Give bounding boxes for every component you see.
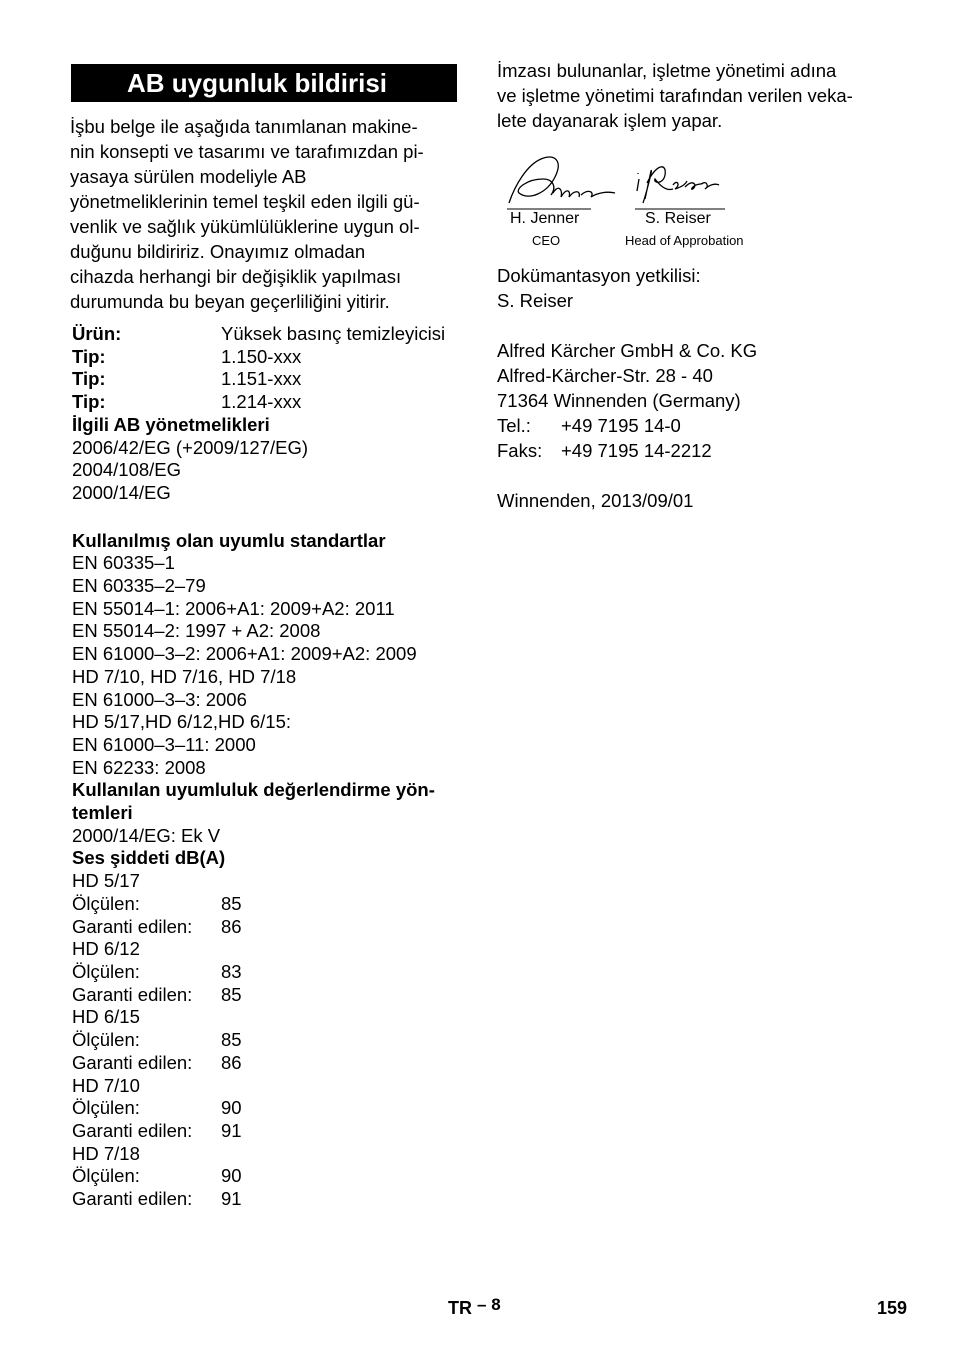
sound-guaranteed-row (72, 1120, 472, 1143)
company-street: Alfred-Kärcher-Str. 28 - 40 (497, 365, 713, 386)
intro-paragraph (70, 114, 462, 314)
signer-name: S. Reiser (645, 210, 711, 227)
type-row (72, 346, 472, 369)
product-row (72, 323, 472, 346)
standard-item: EN 61000–3–2: 2006+A1: 2009+A2: 2009 (72, 643, 417, 665)
guaranteed-value: 85 (221, 983, 242, 1005)
directives-heading: İlgili AB yönetmelikleri (72, 413, 270, 435)
phone-label: Tel.: (497, 415, 531, 436)
page-number: 159 (877, 1298, 908, 1318)
type-label: Tip: (72, 368, 106, 390)
type-value: 1.150-xxx (221, 345, 302, 367)
standard-item: EN 61000–3–11: 2000 (72, 733, 256, 755)
sound-heading: Ses şiddeti dB(A) (72, 847, 226, 869)
measured-value: 90 (221, 1097, 242, 1119)
type-label: Tip: (72, 391, 106, 413)
fax-row (497, 438, 917, 463)
fax-label: Faks: (497, 440, 543, 461)
standard-item: HD 5/17,HD 6/12,HD 6/15: (72, 711, 292, 733)
reiser-signature-stroke (637, 167, 719, 203)
sound-guaranteed-row (72, 916, 472, 939)
phone-value: +49 7195 14-0 (561, 415, 681, 436)
page-title: AB uygunluk bildirisi (71, 64, 457, 102)
footer-lang: TR (448, 1298, 472, 1318)
footer-section (448, 1295, 501, 1319)
guaranteed-value: 86 (221, 1051, 242, 1073)
intro-line: venlik ve sağlık yükümlülüklerine uygun ol- (70, 216, 420, 237)
footer-section-number: – 8 (477, 1295, 501, 1314)
doc-officer-label: Dokümantasyon yetkilisi: (497, 265, 701, 286)
measured-label: Ölçülen: (72, 1029, 140, 1051)
product-value: Yüksek basınç temizleyicisi (221, 323, 446, 344)
assessment-heading-cont: temleri (72, 802, 133, 824)
company-city: 71364 Winnenden (Germany) (497, 390, 741, 411)
phone-row (497, 413, 917, 438)
guaranteed-label: Garanti edilen: (72, 1051, 193, 1073)
assessment-heading: Kullanılan uyumluluk değerlendirme yön- (72, 779, 435, 801)
guaranteed-label: Garanti edilen: (72, 915, 193, 937)
signatories-line: lete dayanarak işlem yapar. (497, 110, 723, 131)
sound-guaranteed-row (72, 1188, 472, 1211)
guaranteed-value: 91 (221, 1188, 242, 1210)
measured-value: 85 (221, 1029, 242, 1051)
sound-model: HD 6/12 (72, 938, 140, 960)
measured-value: 90 (221, 1165, 242, 1187)
right-column (497, 58, 917, 513)
standard-item: EN 62233: 2008 (72, 756, 206, 778)
measured-label: Ölçülen: (72, 1165, 140, 1187)
intro-line: yönetmeliklerinin temel teşkil eden ilgili gü- (70, 191, 420, 212)
signatories-line: ve işletme yönetimi tarafından verilen veka- (497, 85, 853, 106)
type-value: 1.151-xxx (221, 368, 302, 390)
sound-measured-row (72, 1029, 472, 1052)
measured-label: Ölçülen: (72, 1097, 140, 1119)
sound-measured-row (72, 893, 472, 916)
intro-line: duğunu bildiririz. Onayımız olmadan (70, 241, 366, 262)
signature-block (497, 133, 917, 263)
jenner-signature-stroke (509, 157, 615, 203)
fax-value: +49 7195 14-2212 (561, 440, 712, 461)
intro-line: İşbu belge ile aşağıda tanımlanan makine- (70, 116, 418, 137)
standard-item: EN 60335–1 (72, 552, 175, 574)
standard-item: HD 7/10, HD 7/16, HD 7/18 (72, 665, 297, 687)
type-row (72, 391, 472, 414)
standard-item: EN 55014–1: 2006+A1: 2009+A2: 2011 (72, 597, 395, 619)
standard-item: EN 55014–2: 1997 + A2: 2008 (72, 620, 321, 642)
measured-label: Ölçülen: (72, 960, 140, 982)
sound-model: HD 7/18 (72, 1142, 140, 1164)
product-info (72, 323, 472, 1211)
sound-measured-row (72, 961, 472, 984)
standard-item: EN 60335–2–79 (72, 575, 206, 597)
intro-line: nin konsepti ve tasarımı ve tarafımızdan pi- (70, 141, 424, 162)
doc-officer-name: S. Reiser (497, 290, 574, 311)
sound-guaranteed-row (72, 1052, 472, 1075)
directive-item: 2000/14/EG (72, 481, 171, 503)
measured-value: 85 (221, 892, 242, 914)
guaranteed-label: Garanti edilen: (72, 983, 193, 1005)
type-value: 1.214-xxx (221, 391, 302, 413)
signatories-paragraph (497, 58, 917, 133)
directive-item: 2006/42/EG (+2009/127/EG) (72, 436, 309, 458)
guaranteed-label: Garanti edilen: (72, 1188, 193, 1210)
measured-label: Ölçülen: (72, 892, 140, 914)
sound-model: HD 7/10 (72, 1074, 140, 1096)
type-row (72, 368, 472, 391)
signer-role: CEO (532, 233, 561, 248)
guaranteed-value: 91 (221, 1119, 242, 1141)
guaranteed-value: 86 (221, 915, 242, 937)
signer-role: Head of Approbation (625, 233, 744, 248)
standard-item: EN 61000–3–3: 2006 (72, 688, 247, 710)
sound-measured-row (72, 1165, 472, 1188)
product-label: Ürün: (72, 323, 122, 344)
sound-model: HD 5/17 (72, 870, 140, 892)
directive-item: 2004/108/EG (72, 459, 182, 481)
place-date: Winnenden, 2013/09/01 (497, 490, 694, 511)
left-column (72, 64, 472, 1211)
standards-heading: Kullanılmış olan uyumlu standartlar (72, 529, 386, 551)
documentation-officer (497, 263, 917, 313)
guaranteed-label: Garanti edilen: (72, 1119, 193, 1141)
signer-name: H. Jenner (510, 210, 580, 227)
sound-guaranteed-row (72, 984, 472, 1007)
sound-model: HD 6/15 (72, 1006, 140, 1028)
intro-line: durumunda bu beyan geçerliliğini yitirir. (70, 291, 390, 312)
assessment-value: 2000/14/EG: Ek V (72, 824, 221, 846)
type-label: Tip: (72, 345, 106, 367)
sound-measured-row (72, 1097, 472, 1120)
company-address (497, 338, 917, 463)
measured-value: 83 (221, 960, 242, 982)
signatories-line: İmzası bulunanlar, işletme yönetimi adına (497, 60, 837, 81)
company-name: Alfred Kärcher GmbH & Co. KG (497, 340, 758, 361)
intro-line: yasaya sürülen modeliyle AB (70, 166, 307, 187)
intro-line: cihazda herhangi bir değişiklik yapılması (70, 266, 402, 287)
sound-table (72, 870, 472, 1211)
